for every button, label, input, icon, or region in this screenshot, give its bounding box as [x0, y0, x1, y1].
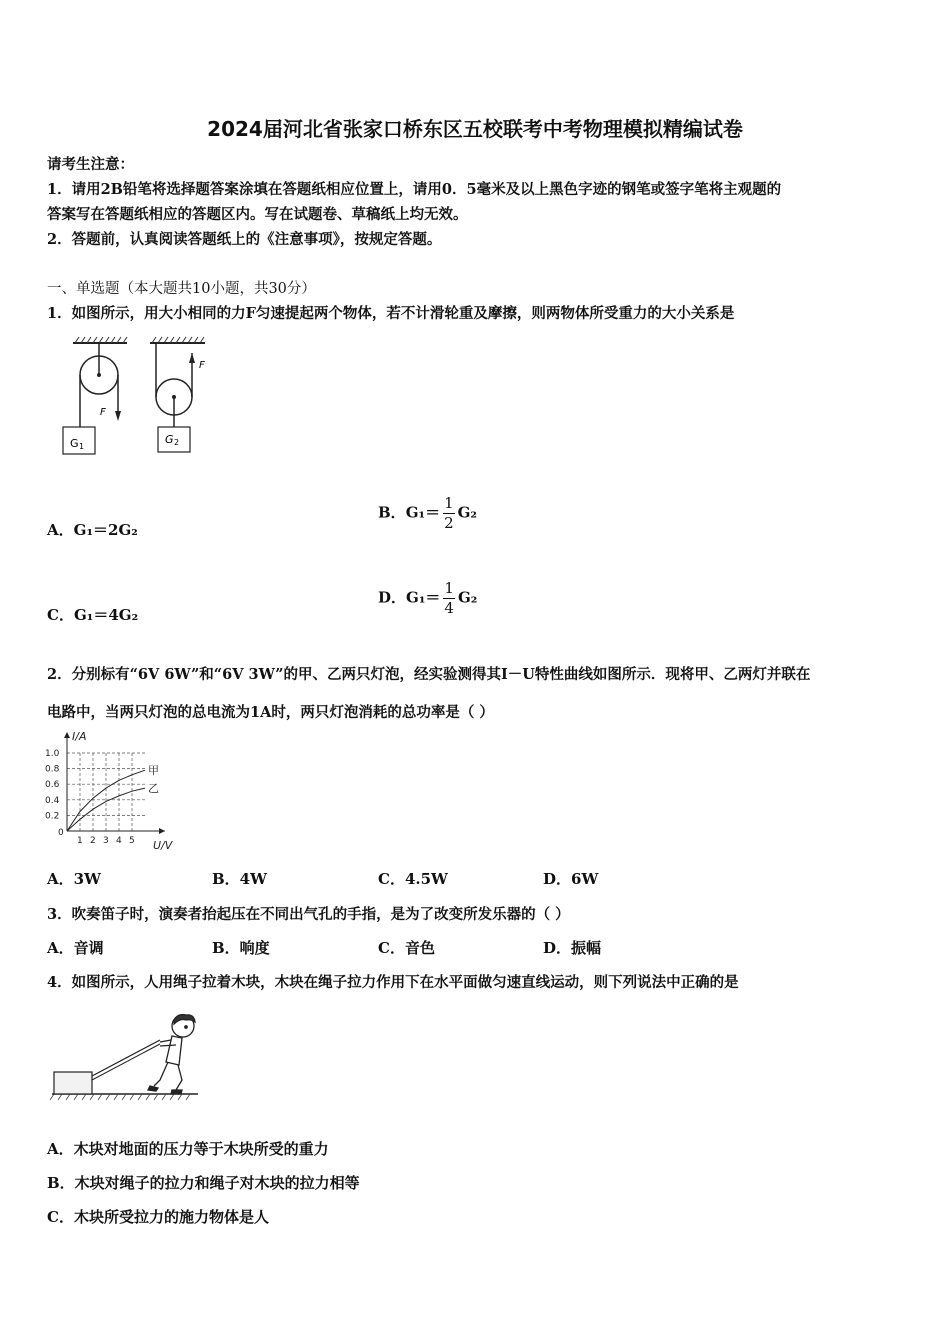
q1-option-d-prefix: D． — [378, 588, 407, 607]
notice-line-3: 2．答题前，认真阅读答题纸上的《注意事项》，按规定答题。 — [47, 231, 442, 248]
q1-option-d-fraction: $\frac{1}{4}$ — [444, 579, 454, 617]
q2-option-d[interactable]: D．6W — [543, 870, 599, 888]
q3-option-b[interactable]: B．响度 — [212, 939, 270, 957]
x-tick-label: 4 — [116, 836, 122, 846]
force-label-right: F — [199, 360, 205, 371]
q2-line-2: 电路中，当两只灯泡的总电流为1A时，两只灯泡消耗的总功率是（ ） — [47, 704, 494, 721]
y-axis-arrow — [64, 732, 70, 738]
rope — [92, 1040, 160, 1076]
y-tick-label: 0.4 — [45, 795, 60, 806]
notice-line-2: 答案写在答题纸相应的答题区内。写在试题卷、草稿纸上均无效。 — [47, 206, 468, 223]
x-tick-label: 3 — [103, 836, 109, 846]
q1-option-b-rhs: G₂ — [457, 503, 478, 522]
q1-option-c[interactable] — [47, 604, 138, 625]
g1-label: G — [70, 437, 79, 450]
y-tick-label: 0.2 — [45, 811, 60, 822]
pulling-block-figure — [48, 1010, 208, 1105]
x-axis-arrow — [159, 828, 165, 834]
q4-option-a[interactable]: A．木块对地面的压力等于木块所受的重力 — [47, 1140, 329, 1158]
x-axis-label: U/V — [153, 839, 173, 852]
ground-hatching — [50, 1094, 198, 1100]
q3-option-a[interactable]: A．音调 — [47, 939, 104, 957]
force-label-left: F — [100, 407, 106, 418]
fixed-pulley — [63, 337, 127, 454]
q1-option-d-rhs: G₂ — [457, 588, 478, 607]
x-tick-label: 5 — [129, 836, 135, 846]
page-title: 2024届河北省张家口桥东区五校联考中考物理模拟精编试卷 — [207, 117, 743, 141]
series-label-2: 乙 — [148, 782, 159, 796]
q1-option-c-expr: G₁＝4G₂ — [73, 606, 139, 624]
q4-option-c[interactable]: C．木块所受拉力的施力物体是人 — [47, 1208, 269, 1226]
q1-stem: 1．如图所示，用大小相同的力F匀速提起两个物体，若不计滑轮重及摩擦，则两物体所受重力的大小关系是 — [47, 305, 735, 322]
x-tick-label: 1 — [77, 836, 83, 846]
q3-option-c[interactable]: C．音色 — [378, 939, 435, 957]
q3-option-d[interactable]: D．振幅 — [543, 939, 602, 957]
pulley-figure — [55, 335, 225, 460]
q1-option-b-fraction: $\frac{1}{2}$ — [444, 494, 454, 532]
g2-label: G — [165, 433, 174, 446]
q1-option-d-lhs: G₁＝ — [406, 588, 441, 607]
q2-option-c[interactable]: C．4.5W — [378, 870, 448, 888]
q2-option-b[interactable]: B．4W — [212, 870, 267, 888]
q2-option-a[interactable]: A．3W — [47, 870, 101, 888]
section-heading: 一、单选题（本大题共10小题，共30分） — [47, 281, 316, 297]
notice-line-1: 1．请用2B铅笔将选择题答案涂填在答题纸相应位置上，请用0．5毫米及以上黑色字迹的钢笔或签字笔将主观题的 — [47, 181, 782, 198]
q1-option-a-prefix: A． — [47, 521, 74, 539]
movable-pulley — [150, 337, 205, 452]
iu-characteristic-chart — [40, 728, 180, 856]
y-axis-label: I/A — [72, 730, 87, 743]
g2-subscript: 2 — [174, 438, 180, 447]
q4-stem: 4．如图所示，人用绳子拉着木块，木块在绳子拉力作用下在水平面做匀速直线运动，则下列说法中正确的是 — [47, 974, 739, 991]
series-label-1: 甲 — [148, 764, 159, 778]
q1-option-c-prefix: C． — [47, 606, 74, 624]
origin-label: 0 — [58, 828, 64, 838]
q3-stem: 3．吹奏笛子时，演奏者抬起压在不同出气孔的手指，是为了改变所发乐器的（ ） — [47, 906, 570, 923]
wooden-block — [54, 1072, 92, 1094]
q1-option-d[interactable] — [378, 579, 477, 618]
q1-option-b-prefix: B． — [378, 503, 406, 522]
y-tick-label: 1.0 — [45, 749, 60, 759]
q4-option-b[interactable]: B．木块对绳子的拉力和绳子对木块的拉力相等 — [47, 1174, 360, 1192]
y-tick-label: 0.8 — [45, 764, 60, 775]
x-tick-label: 2 — [90, 836, 96, 846]
boy-pulling — [148, 1015, 195, 1094]
q2-line-1: 2．分别标有“6V 6W”和“6V 3W”的甲、乙两只灯泡，经实验测得其I－U特性曲线如图所示．现将甲、乙两灯并联在 — [47, 666, 811, 683]
q1-option-b[interactable] — [378, 494, 477, 533]
q1-option-a[interactable] — [47, 519, 138, 540]
y-tick-label: 0.6 — [45, 780, 60, 791]
g1-subscript: 1 — [79, 442, 85, 451]
notice-heading: 请考生注意： — [47, 156, 134, 173]
q1-option-b-lhs: G₁＝ — [405, 503, 441, 522]
q1-option-a-expr: G₁＝2G₂ — [73, 521, 138, 539]
